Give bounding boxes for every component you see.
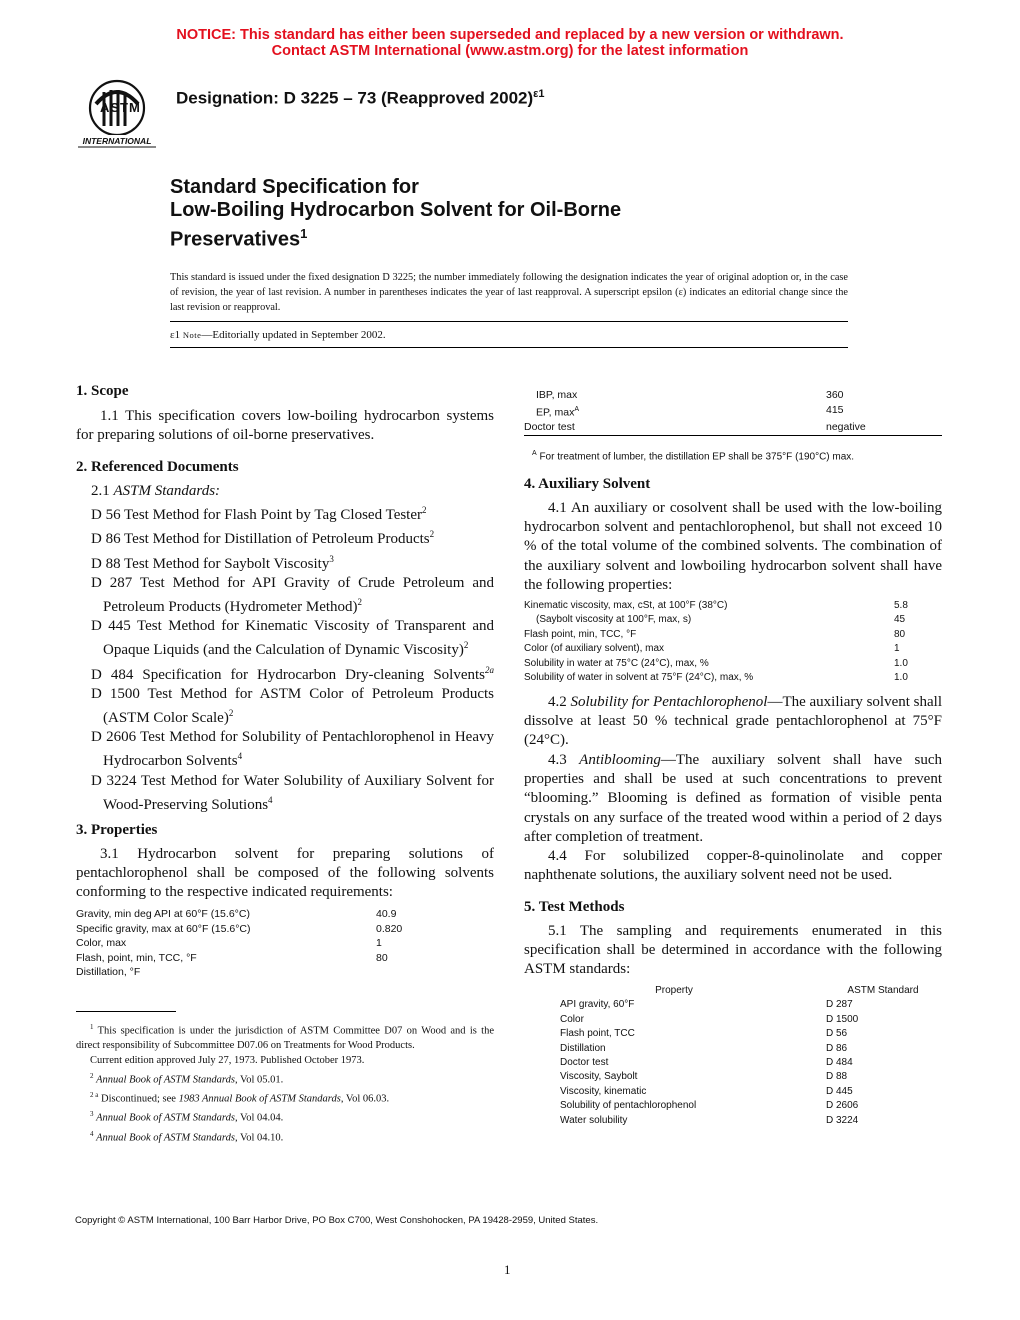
notice-line-1: NOTICE: This standard has either been superseded and replaced by a new version or withdrawn. (176, 27, 844, 43)
footnote-2 (76, 1069, 494, 1088)
table-row (524, 1070, 942, 1084)
footnote-text: , Vol 04.10. (234, 1132, 284, 1144)
p43-text: —The auxiliary solvent shall have such properties and shall be used at such concentrations to prevent “blooming.” Blooming is defined as formation of visible penta crystals on any surface of the treated wood within a period of 2 days after completion of treatment. (524, 752, 943, 845)
row-label: Solubility of water in solvent at 75°F (24°C), max, % (524, 672, 754, 684)
p42-ital: Solubility for Pentachlorophenol (570, 694, 768, 710)
refdocs-sub-title: ASTM Standards: (113, 483, 221, 499)
row-property: Doctor test (560, 1057, 609, 1069)
table-row (524, 1099, 942, 1113)
ref-sup: 4 (237, 751, 243, 762)
ref-text: D 484 Specification for Hydrocarbon Dry-cleaning Solvents (91, 666, 485, 683)
row-standard: D 3224 (826, 1114, 859, 1126)
ref-sup: 2 (357, 597, 363, 608)
footnote-edition: Current edition approved July 27, 1973. Published October 1973. (90, 1055, 365, 1067)
table-row (76, 965, 486, 980)
ref-item (91, 772, 494, 815)
table-row (524, 998, 942, 1012)
row-value: 5.8 (894, 600, 908, 611)
row-value: 0.820 (376, 922, 403, 935)
row-label: EP, max (536, 406, 575, 418)
ref-sup: 4 (268, 794, 273, 805)
properties-table (76, 907, 486, 980)
footnote-text: Discontinued; see (100, 1093, 179, 1105)
row-label: (Saybolt viscosity at 100°F, max, s) (536, 614, 692, 626)
note-label: Note (182, 330, 202, 340)
table-row (524, 420, 942, 435)
ref-text: D 445 Test Method for Kinematic Viscosity of Transparent and Opaque Liquids (and the Calculation of Dynamic Viscosity) (91, 618, 494, 659)
row-standard: D 86 (826, 1042, 848, 1054)
ref-sup: 2 (228, 708, 234, 719)
p43-ital: Antiblooming (579, 752, 661, 768)
table-row (524, 599, 942, 613)
row-value: 360 (826, 389, 844, 401)
row-value: 80 (376, 951, 388, 964)
row-property: Flash point, TCC (560, 1028, 635, 1040)
table-note-mark: A (532, 450, 537, 457)
ref-item (91, 728, 494, 771)
row-value: 415 (826, 403, 844, 416)
table-row (524, 388, 942, 403)
footnote-text: , Vol 05.01. (234, 1074, 284, 1086)
refdocs-subtitle (91, 482, 494, 501)
table-row (76, 922, 486, 937)
col-header-property: Property (655, 985, 693, 996)
table-row (524, 657, 942, 671)
row-label: Kinematic viscosity, max, cSt, at 100°F (38°C) (524, 600, 728, 611)
ref-item (91, 685, 494, 728)
row-label: Flash point, min, TCC, °F (524, 628, 637, 640)
auxiliary-p42 (524, 693, 942, 751)
ref-text: D 3224 Test Method for Water Solubility of Auxiliary Solvent for Wood-Preserving Solutions (91, 772, 494, 813)
title-sup: 1 (300, 226, 308, 241)
row-label-wrap (524, 403, 826, 420)
row-label: Flash, point, min, TCC, °F (76, 951, 197, 964)
table-row (524, 671, 942, 685)
document-title (170, 176, 621, 252)
col-header-standard: ASTM Standard (847, 985, 919, 996)
ref-item (91, 617, 494, 660)
ref-sup: 2a (485, 664, 494, 675)
row-standard: D 56 (826, 1028, 848, 1040)
title-line-2: Low-Boiling Hydrocarbon Solvent for Oil-Borne (170, 199, 622, 221)
footnote-divider (76, 1011, 176, 1012)
table-rule (524, 435, 942, 436)
row-value: 40.9 (376, 908, 397, 920)
editorial-note (170, 329, 386, 341)
footnote-1 (76, 1020, 494, 1054)
row-label: Doctor test (524, 420, 575, 433)
auxiliary-p44: 4.4 For solubilized copper-8-quinolinolate and copper naphthenate solutions, the auxiliary solvent need not be used. (524, 848, 942, 884)
row-property: API gravity, 60°F (560, 999, 635, 1011)
scope-para: 1.1 This specification covers low-boiling hydrocarbon systems for preparing solutions of oil-borne preservatives. (76, 408, 494, 444)
notice-line-2: Contact ASTM International (www.astm.org) for the latest information (271, 43, 749, 59)
ref-text: D 287 Test Method for API Gravity of Crude Petroleum and Petroleum Products (Hydrometer Method) (91, 574, 494, 616)
footnote-ital: 1983 Annual Book of ASTM Standards (178, 1093, 341, 1105)
row-standard: D 88 (826, 1071, 848, 1083)
ref-item (91, 574, 494, 617)
ref-text: D 88 Test Method for Saybolt Viscosity (91, 555, 330, 572)
p42-text: —The auxiliary solvent shall dissolve at least 50 % technical grade pentachlorophenol at 75°F (24°C). (524, 694, 943, 749)
footnote-text: , Vol 04.04. (234, 1112, 284, 1124)
issued-statement: This standard is issued under the fixed designation D 3225; the number immediately following the designation indicates the year of original adoption or, in the case of revision, the year of last revision. A number in parentheses indicates the year of last reapproval. A superscript epsilon (ε) indicates an editorial change since the last revision or reapproval. (170, 272, 848, 313)
page-number: 1 (504, 1262, 511, 1277)
table-row (524, 1027, 942, 1041)
row-value: 1 (894, 643, 900, 655)
ref-item (91, 525, 494, 549)
designation (176, 88, 544, 109)
table-row (76, 951, 486, 966)
row-value: 80 (894, 628, 906, 640)
ref-text: D 1500 Test Method for ASTM Color of Petroleum Products (ASTM Color Scale) (91, 685, 494, 727)
row-label: IBP, max (536, 389, 578, 401)
row-label: Gravity, min deg API at 60°F (15.6°C) (76, 908, 250, 920)
row-value: 1.0 (894, 657, 908, 669)
footnote-mark: 4 (90, 1129, 94, 1138)
footnote-mark: 2 (90, 1071, 94, 1080)
ref-item (91, 501, 494, 525)
ref-item (91, 550, 494, 574)
row-property: Solubility of pentachlorophenol (560, 1100, 697, 1112)
row-property: Viscosity, Saybolt (560, 1071, 638, 1083)
row-standard: D 2606 (826, 1100, 859, 1112)
footnotes (76, 1020, 494, 1146)
ref-text: D 56 Test Method for Flash Point by Tag Closed Tester (91, 507, 423, 524)
row-property: Color (560, 1013, 584, 1025)
designation-sup: ε1 (533, 88, 545, 100)
row-value: 1.0 (894, 672, 908, 684)
footnote-ital: Annual Book of ASTM Standards (96, 1112, 235, 1124)
ref-sup: 2 (463, 640, 469, 651)
row-value: 1 (376, 937, 382, 949)
table-row (76, 936, 486, 951)
table-row (524, 403, 942, 420)
testmethods-table (524, 984, 942, 1128)
table-note-text: For treatment of lumber, the distillation EP shall be 375°F (190°C) max. (539, 451, 855, 463)
refdocs-list (91, 482, 494, 815)
testmethods-p51: 5.1 The sampling and requirements enumerated in this specification shall be determined in accordance with the following ASTM standards: (524, 923, 942, 978)
copyright: Copyright © ASTM International, 100 Barr Harbor Drive, PO Box C700, West Conshohocken, PA 19428-2959, United States. (75, 1215, 599, 1226)
properties-para: 3.1 Hydrocarbon solvent for preparing solutions of pentachlorophenol shall be composed of the following solvents conforming to the respective indicated requirements: (76, 846, 494, 901)
table-note (532, 447, 854, 465)
footnote-text: This specification is under the jurisdiction of ASTM Committee D07 on Wood and is the direct responsibility of Subcommittee D07.06 on Treatments for Wood Products. (76, 1025, 494, 1052)
logo-text: ASTM (100, 100, 141, 115)
table-row (524, 1114, 942, 1128)
footnote-mark: 1 (90, 1023, 94, 1031)
table-row (524, 628, 942, 642)
ref-text: D 2606 Test Method for Solubility of Pentachlorophenol in Heavy Hydrocarbon Solvents (91, 729, 494, 770)
auxiliary-table (524, 599, 942, 685)
divider-bottom (170, 347, 848, 348)
row-standard: D 287 (826, 999, 853, 1011)
footnote-ital: Annual Book of ASTM Standards (96, 1132, 235, 1144)
footnote-2a (76, 1088, 494, 1107)
table-row (524, 642, 942, 656)
row-standard: D 1500 (826, 1013, 859, 1025)
table-header (524, 984, 942, 998)
row-standard: D 484 (826, 1057, 853, 1069)
refdocs-heading: 2. Referenced Documents (76, 459, 239, 475)
note-prefix: ε1 (170, 329, 181, 341)
properties-heading: 3. Properties (76, 822, 158, 838)
testmethods-heading: 5. Test Methods (524, 899, 625, 915)
row-label: Distillation, °F (76, 966, 141, 978)
row-label: Specific gravity, max at 60°F (15.6°C) (76, 922, 251, 935)
row-standard: D 445 (826, 1085, 853, 1097)
row-value: negative (826, 420, 866, 433)
title-line-1: Standard Specification for (170, 176, 419, 198)
table-row (524, 1042, 942, 1056)
footnote-mark: 3 (90, 1110, 94, 1119)
scope-heading: 1. Scope (76, 383, 129, 399)
footnote-4 (76, 1127, 494, 1146)
row-label-wrap (524, 388, 826, 403)
title-line-3: Preservatives (170, 228, 301, 251)
table-row (524, 1085, 942, 1099)
astm-logo (74, 74, 160, 150)
ref-sup: 3 (329, 553, 334, 564)
auxiliary-p41: 4.1 An auxiliary or cosolvent shall be used with the low-boiling hydrocarbon solvent and pentachlorophenol, but shall not exceed 10 % of the total volume of the combined solvents. The combination of the auxiliary solvent and lowboiling hydrocarbon solvent shall have the following properties: (524, 500, 942, 593)
designation-text: Designation: D 3225 – 73 (Reapproved 2002) (176, 88, 534, 108)
p43-num: 4.3 (548, 752, 567, 768)
ref-text: D 86 Test Method for Distillation of Petroleum Products (91, 531, 430, 548)
row-sup: A (574, 405, 579, 413)
properties-table-cont (524, 388, 942, 434)
row-property: Viscosity, kinematic (560, 1085, 647, 1097)
ref-sup: 2 (429, 529, 435, 540)
table-row (524, 1056, 942, 1070)
table-row (76, 907, 486, 922)
ref-sup: 2 (422, 505, 427, 516)
p42-num: 4.2 (548, 694, 567, 710)
auxiliary-p43 (524, 751, 942, 847)
ref-item (91, 661, 494, 685)
row-label: Color, max (76, 937, 127, 949)
row-property: Water solubility (560, 1114, 628, 1126)
footnote-3 (76, 1107, 494, 1126)
row-value: 45 (894, 614, 906, 626)
table-row (524, 1013, 942, 1027)
divider-top (170, 321, 848, 322)
refdocs-sub-num: 2.1 (91, 483, 110, 499)
footnote-mark: 2 a (90, 1091, 99, 1100)
footnote-ital: Annual Book of ASTM Standards (96, 1074, 235, 1086)
row-label: Solubility in water at 75°C (24°C), max, % (524, 657, 709, 669)
row-property: Distillation (560, 1042, 606, 1054)
note-text: —Editorially updated in September 2002. (201, 329, 386, 341)
auxiliary-heading: 4. Auxiliary Solvent (524, 476, 651, 492)
footnote-text: , Vol 06.03. (340, 1093, 390, 1105)
logo-subtext: INTERNATIONAL (82, 136, 152, 146)
table-row (524, 613, 942, 627)
row-label: Color (of auxiliary solvent), max (524, 643, 665, 655)
